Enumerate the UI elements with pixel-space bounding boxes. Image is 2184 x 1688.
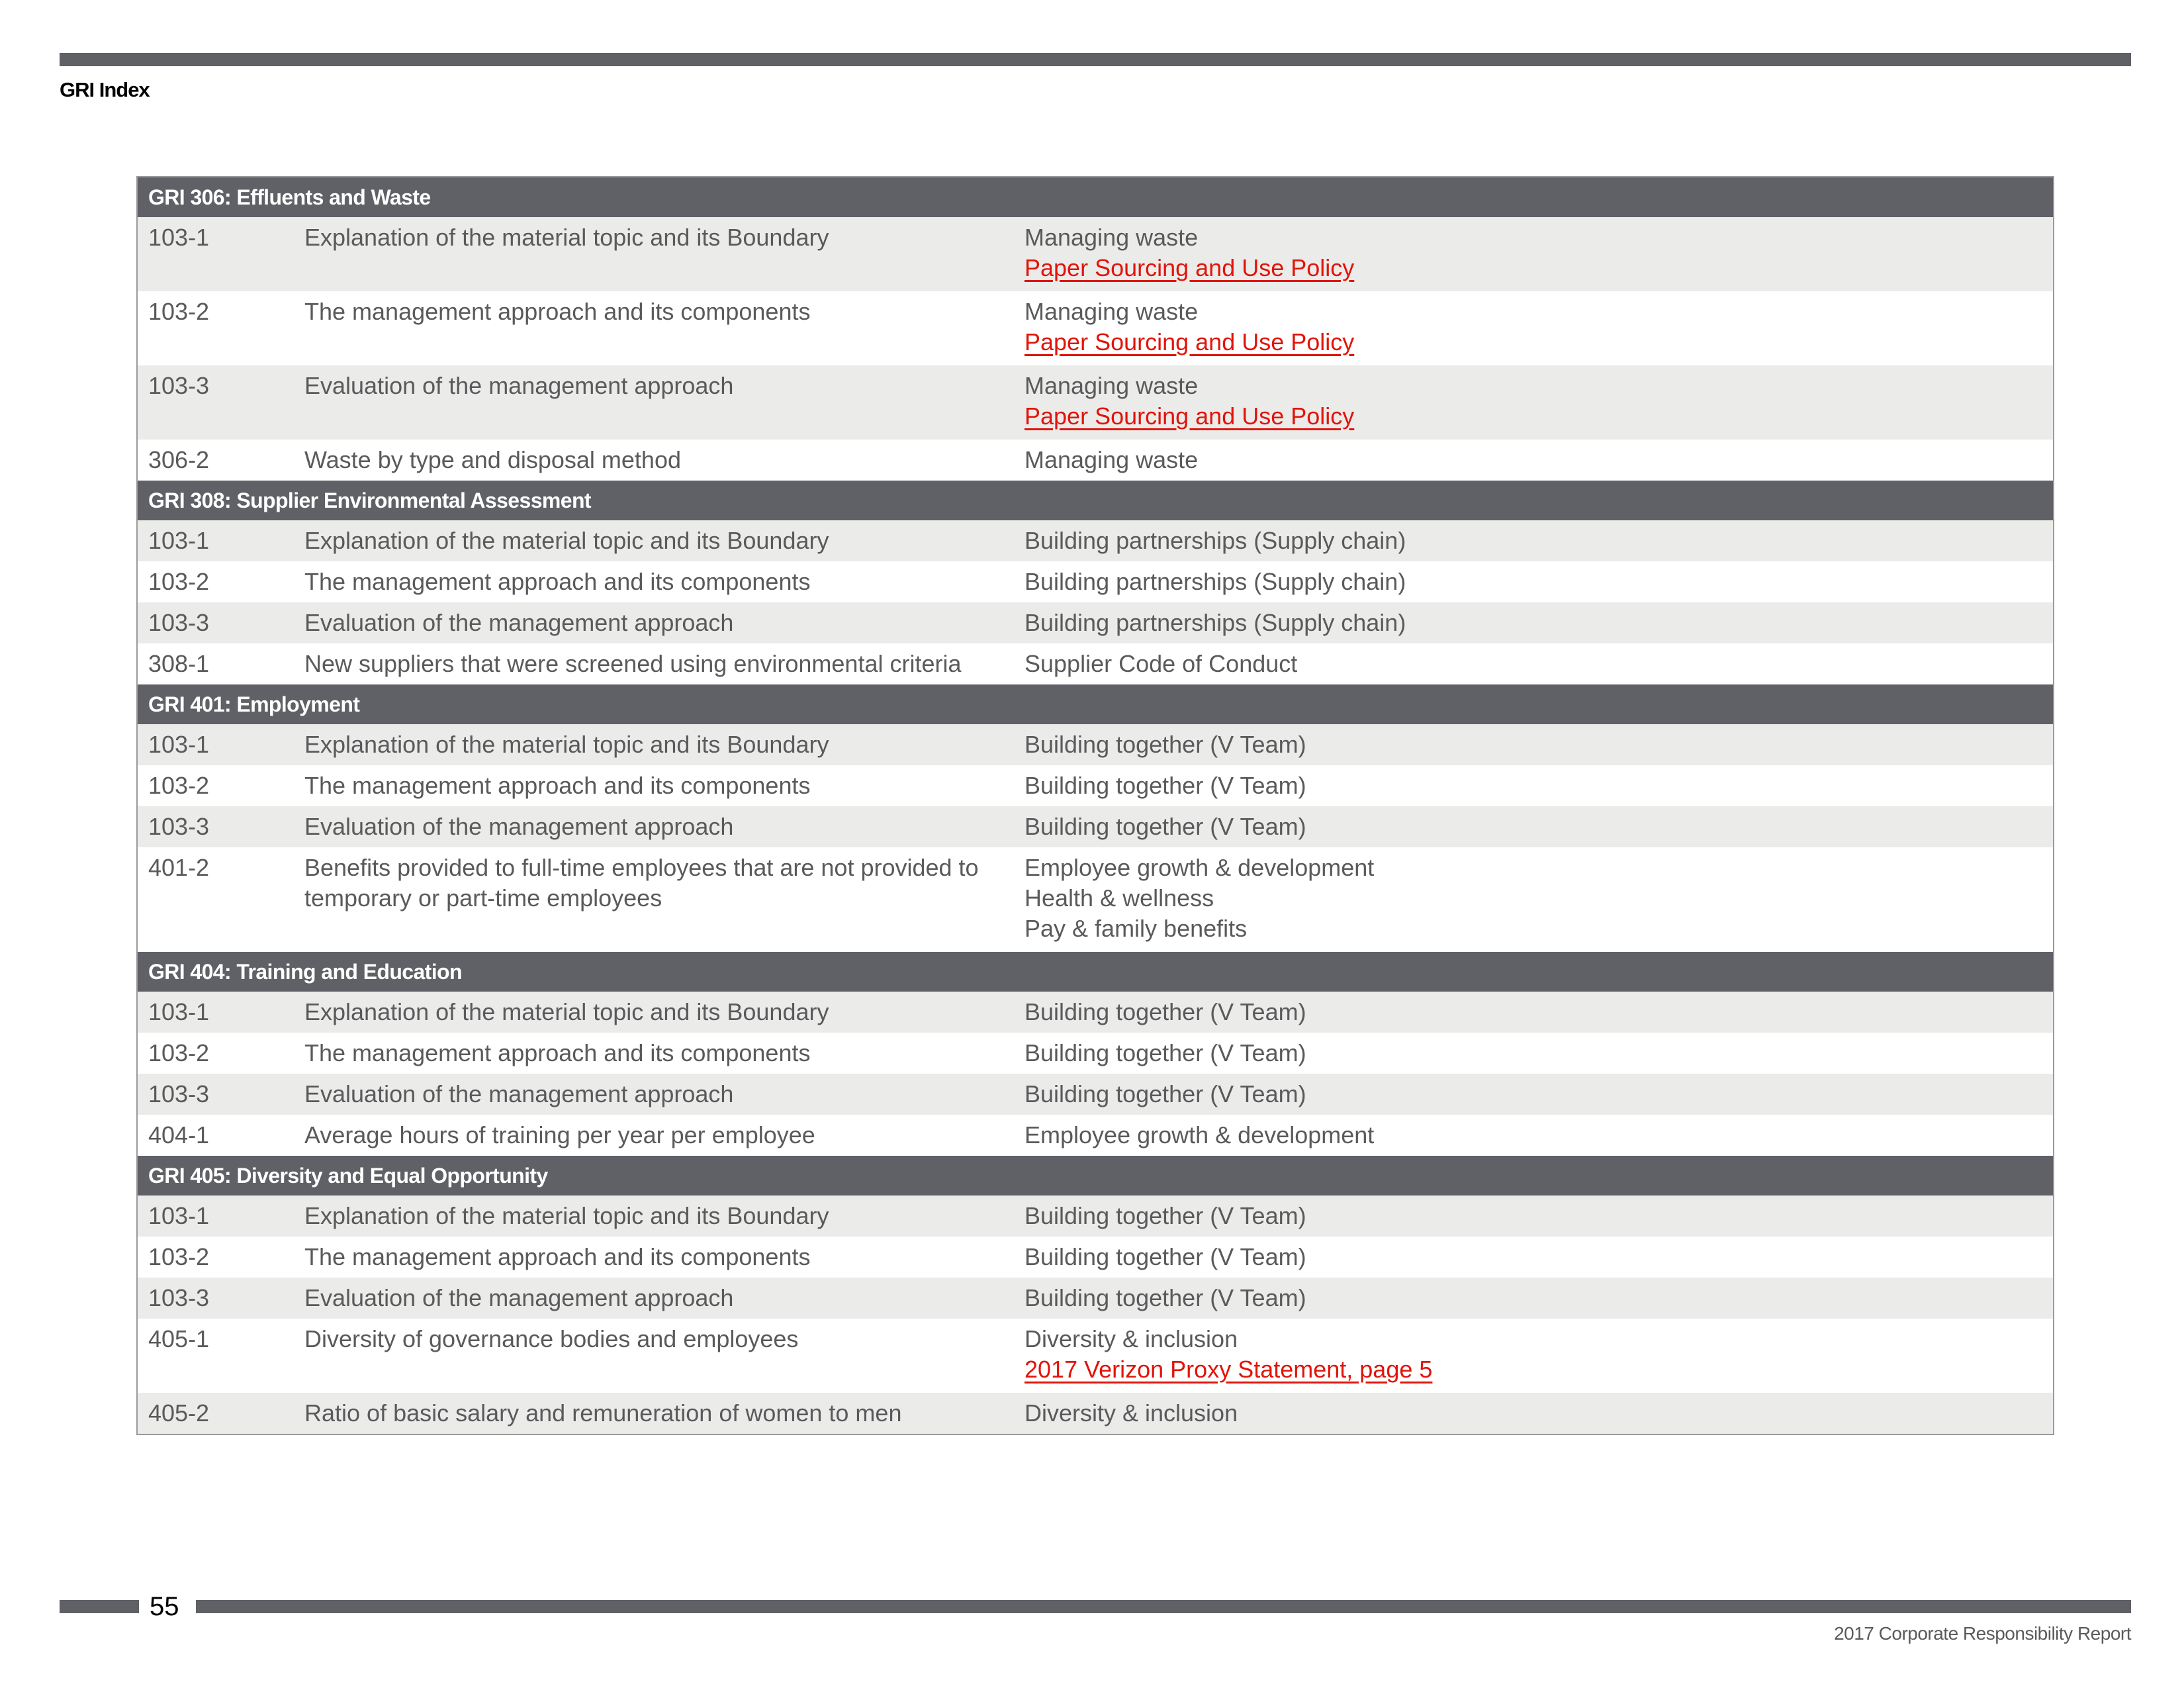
disclosure-reference xyxy=(1024,847,2053,944)
disclosure-code: 306-2 xyxy=(148,446,210,473)
description-line: Waste by type and disposal method xyxy=(304,446,681,473)
page-number: 55 xyxy=(150,1592,179,1621)
disclosure-reference xyxy=(1024,365,2053,432)
reference-text: Managing waste xyxy=(1024,446,1199,473)
reference-text: Pay & family benefits xyxy=(1024,915,1248,942)
description-line: temporary or part-time employees xyxy=(304,884,662,912)
disclosure-description xyxy=(304,806,1024,847)
description-line: Average hours of training per year per employee xyxy=(304,1121,815,1149)
disclosure-reference xyxy=(1024,1237,2053,1278)
disclosure-description xyxy=(304,724,1024,765)
reference-text: Diversity & inclusion xyxy=(1024,1325,1238,1352)
disclosure-code: 103-3 xyxy=(148,1284,210,1311)
disclosure-reference xyxy=(1024,520,2053,561)
disclosure-reference xyxy=(1024,806,2053,847)
section-header: GRI 401: Employment xyxy=(138,684,2053,724)
disclosure-code: 103-1 xyxy=(148,527,210,554)
description-line: Evaluation of the management approach xyxy=(304,372,734,399)
reference-link[interactable]: Paper Sourcing and Use Policy xyxy=(1024,254,1355,281)
table-row xyxy=(138,1115,2053,1156)
description-line: Diversity of governance bodies and employees xyxy=(304,1325,799,1352)
table-row xyxy=(138,1074,2053,1115)
table-row xyxy=(138,806,2053,847)
disclosure-code: 103-3 xyxy=(148,813,210,840)
disclosure-description xyxy=(304,1074,1024,1115)
section-header: GRI 405: Diversity and Equal Opportunity xyxy=(138,1156,2053,1196)
reference-text: Managing waste xyxy=(1024,372,1199,399)
disclosure-description xyxy=(304,1319,1024,1385)
description-line: Explanation of the material topic and its Boundary xyxy=(304,527,829,554)
disclosure-description xyxy=(304,1196,1024,1237)
table-row xyxy=(138,520,2053,561)
disclosure-description xyxy=(304,217,1024,283)
disclosure-reference xyxy=(1024,1115,2053,1156)
disclosure-reference xyxy=(1024,992,2053,1033)
table-row xyxy=(138,561,2053,602)
description-line: The management approach and its components xyxy=(304,1039,811,1066)
disclosure-reference xyxy=(1024,1319,2053,1385)
disclosure-reference xyxy=(1024,561,2053,602)
disclosure-code: 103-2 xyxy=(148,298,210,325)
disclosure-reference xyxy=(1024,1278,2053,1319)
disclosure-code: 103-3 xyxy=(148,1080,210,1107)
table-row xyxy=(138,992,2053,1033)
reference-text: Building together (V Team) xyxy=(1024,1202,1306,1229)
footer-left-bar xyxy=(60,1600,139,1613)
disclosure-description xyxy=(304,765,1024,806)
disclosure-description xyxy=(304,992,1024,1033)
footer-report-title: 2017 Corporate Responsibility Report xyxy=(1834,1623,2131,1644)
table-row xyxy=(138,365,2053,440)
reference-text: Building together (V Team) xyxy=(1024,813,1306,840)
disclosure-code: 103-2 xyxy=(148,1243,210,1270)
table-row xyxy=(138,217,2053,291)
disclosure-reference xyxy=(1024,1033,2053,1074)
disclosure-reference xyxy=(1024,440,2053,481)
disclosure-description xyxy=(304,365,1024,432)
reference-text: Building together (V Team) xyxy=(1024,1080,1306,1107)
description-line: Explanation of the material topic and its Boundary xyxy=(304,731,829,758)
description-line: The management approach and its components xyxy=(304,298,811,325)
disclosure-reference xyxy=(1024,291,2053,357)
table-row xyxy=(138,1237,2053,1278)
gri-index-table xyxy=(136,176,2054,1435)
disclosure-code: 103-2 xyxy=(148,772,210,799)
description-line: Evaluation of the management approach xyxy=(304,609,734,636)
disclosure-description xyxy=(304,1033,1024,1074)
disclosure-description xyxy=(304,602,1024,643)
reference-link[interactable]: Paper Sourcing and Use Policy xyxy=(1024,328,1355,355)
reference-text: Employee growth & development xyxy=(1024,854,1375,881)
top-rule xyxy=(60,53,2131,66)
reference-link[interactable]: Paper Sourcing and Use Policy xyxy=(1024,402,1355,430)
reference-text: Building together (V Team) xyxy=(1024,1284,1306,1311)
disclosure-code: 103-1 xyxy=(148,998,210,1025)
disclosure-description xyxy=(304,520,1024,561)
reference-text: Building together (V Team) xyxy=(1024,1039,1306,1066)
description-line: Ratio of basic salary and remuneration of women to men xyxy=(304,1399,902,1427)
table-row xyxy=(138,1278,2053,1319)
disclosure-reference xyxy=(1024,1393,2053,1434)
disclosure-code: 405-1 xyxy=(148,1325,210,1352)
section-header: GRI 404: Training and Education xyxy=(138,952,2053,992)
description-line: Explanation of the material topic and its Boundary xyxy=(304,224,829,251)
disclosure-code: 404-1 xyxy=(148,1121,210,1149)
table-row xyxy=(138,765,2053,806)
table-row xyxy=(138,1319,2053,1393)
disclosure-reference xyxy=(1024,1074,2053,1115)
disclosure-code: 308-1 xyxy=(148,650,210,677)
table-row xyxy=(138,1033,2053,1074)
reference-text: Diversity & inclusion xyxy=(1024,1399,1238,1427)
disclosure-description xyxy=(304,1115,1024,1156)
reference-link[interactable]: 2017 Verizon Proxy Statement, page 5 xyxy=(1024,1356,1433,1383)
description-line: Evaluation of the management approach xyxy=(304,1080,734,1107)
description-line: The management approach and its components xyxy=(304,568,811,595)
table-row xyxy=(138,602,2053,643)
disclosure-code: 401-2 xyxy=(148,854,210,881)
reference-text: Managing waste xyxy=(1024,224,1199,251)
table-row xyxy=(138,1393,2053,1434)
disclosure-code: 405-2 xyxy=(148,1399,210,1427)
table-row xyxy=(138,847,2053,952)
disclosure-code: 103-3 xyxy=(148,609,210,636)
section-label: GRI Index xyxy=(60,78,150,101)
disclosure-code: 103-1 xyxy=(148,1202,210,1229)
table-row xyxy=(138,724,2053,765)
reference-text: Building together (V Team) xyxy=(1024,772,1306,799)
description-line: Benefits provided to full-time employees that are not provided to xyxy=(304,854,979,881)
reference-text: Supplier Code of Conduct xyxy=(1024,650,1298,677)
description-line: Evaluation of the management approach xyxy=(304,1284,734,1311)
disclosure-description xyxy=(304,643,1024,684)
reference-text: Health & wellness xyxy=(1024,884,1214,912)
disclosure-reference xyxy=(1024,643,2053,684)
reference-text: Managing waste xyxy=(1024,298,1199,325)
reference-text: Building together (V Team) xyxy=(1024,998,1306,1025)
table-row xyxy=(138,440,2053,481)
description-line: The management approach and its components xyxy=(304,772,811,799)
disclosure-description xyxy=(304,440,1024,481)
reference-text: Building partnerships (Supply chain) xyxy=(1024,568,1406,595)
section-header: GRI 306: Effluents and Waste xyxy=(138,177,2053,217)
disclosure-reference xyxy=(1024,765,2053,806)
section-header: GRI 308: Supplier Environmental Assessment xyxy=(138,481,2053,520)
reference-text: Employee growth & development xyxy=(1024,1121,1375,1149)
reference-text: Building together (V Team) xyxy=(1024,731,1306,758)
disclosure-description xyxy=(304,561,1024,602)
description-line: Explanation of the material topic and its Boundary xyxy=(304,998,829,1025)
description-line: Explanation of the material topic and its Boundary xyxy=(304,1202,829,1229)
disclosure-code: 103-2 xyxy=(148,1039,210,1066)
disclosure-reference xyxy=(1024,217,2053,283)
reference-text: Building partnerships (Supply chain) xyxy=(1024,609,1406,636)
reference-text: Building partnerships (Supply chain) xyxy=(1024,527,1406,554)
description-line: New suppliers that were screened using environmental criteria xyxy=(304,650,962,677)
disclosure-description xyxy=(304,1278,1024,1319)
table-row xyxy=(138,643,2053,684)
disclosure-code: 103-3 xyxy=(148,372,210,399)
description-line: Evaluation of the management approach xyxy=(304,813,734,840)
disclosure-description xyxy=(304,847,1024,944)
disclosure-description xyxy=(304,1237,1024,1278)
disclosure-code: 103-2 xyxy=(148,568,210,595)
table-row xyxy=(138,1196,2053,1237)
disclosure-code: 103-1 xyxy=(148,224,210,251)
disclosure-reference xyxy=(1024,724,2053,765)
footer-rule xyxy=(196,1600,2131,1613)
disclosure-description xyxy=(304,291,1024,357)
disclosure-reference xyxy=(1024,602,2053,643)
disclosure-code: 103-1 xyxy=(148,731,210,758)
disclosure-reference xyxy=(1024,1196,2053,1237)
disclosure-description xyxy=(304,1393,1024,1434)
reference-text: Building together (V Team) xyxy=(1024,1243,1306,1270)
table-row xyxy=(138,291,2053,365)
description-line: The management approach and its components xyxy=(304,1243,811,1270)
